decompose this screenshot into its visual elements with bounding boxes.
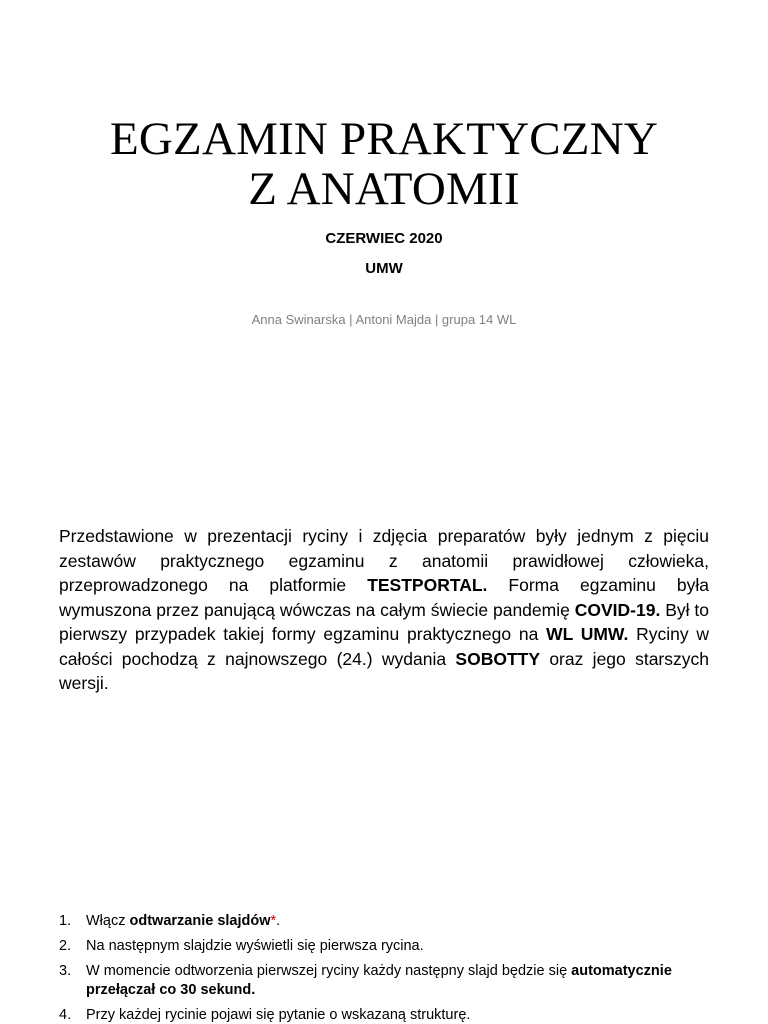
list-item	[59, 1006, 709, 1024]
list-number: 4.	[59, 1007, 72, 1023]
authors-line: Anna Swinarska | Antoni Majda | grupa 14 WL	[251, 312, 517, 327]
intro-bold-platform: TESTPORTAL.	[367, 575, 488, 595]
list-item-bold: odtwarzanie slajdów	[129, 913, 271, 929]
exam-date: CZERWIEC 2020	[325, 230, 443, 247]
list-number: 2.	[59, 938, 72, 954]
asterisk-marker: *	[270, 913, 277, 929]
list-item	[59, 962, 709, 1000]
title-line-1: EGZAMIN PRAKTYCZNY	[109, 113, 658, 165]
instructions-list	[59, 912, 709, 1024]
intro-bold-atlas: SOBOTTY	[455, 648, 540, 669]
intro-bold-university: WL UMW.	[546, 624, 629, 644]
intro-text-3: Był to pierwszy przypadek takiej formy egzaminu praktycznego na	[59, 599, 709, 644]
list-number: 3.	[59, 963, 72, 979]
institution-name: UMW	[365, 260, 403, 277]
list-number: 1.	[59, 913, 72, 929]
list-item-text: Przy każdej rycinie pojawi się pytanie o wskazaną strukturę.	[86, 1007, 471, 1023]
list-item	[59, 937, 709, 956]
list-item	[59, 912, 709, 931]
intro-paragraph	[59, 524, 709, 696]
intro-text-4: Ryciny w całości pochodzą z najnowszego (24.) wydania	[59, 624, 709, 669]
page-title	[0, 114, 768, 214]
list-item-text-end: .	[276, 913, 281, 929]
list-item-bold: automatycznie przełączał co 30 sekund.	[86, 963, 672, 998]
list-item-text: W momencie odtworzenia pierwszej ryciny każdy następny slajd będzie się	[86, 963, 572, 979]
intro-bold-pandemic: COVID-19.	[574, 599, 661, 620]
intro-text-1: Przedstawione w prezentacji ryciny i zdjęcia preparatów były jednym z pięciu zestawów praktycznego egzaminu z anatomii prawidłowej człowieka, przeprowadzonego na platformie	[59, 526, 709, 595]
list-item-text: Na następnym slajdzie wyświetli się pierwsza rycina.	[86, 938, 424, 954]
list-item-text: Włącz	[86, 913, 130, 929]
intro-text-5: oraz jego starszych wersji.	[59, 648, 709, 693]
title-line-2: Z ANATOMII	[248, 163, 520, 215]
intro-text-2: Forma egzaminu była wymuszona przez panującą wówczas na całym świecie pandemię	[59, 575, 709, 620]
